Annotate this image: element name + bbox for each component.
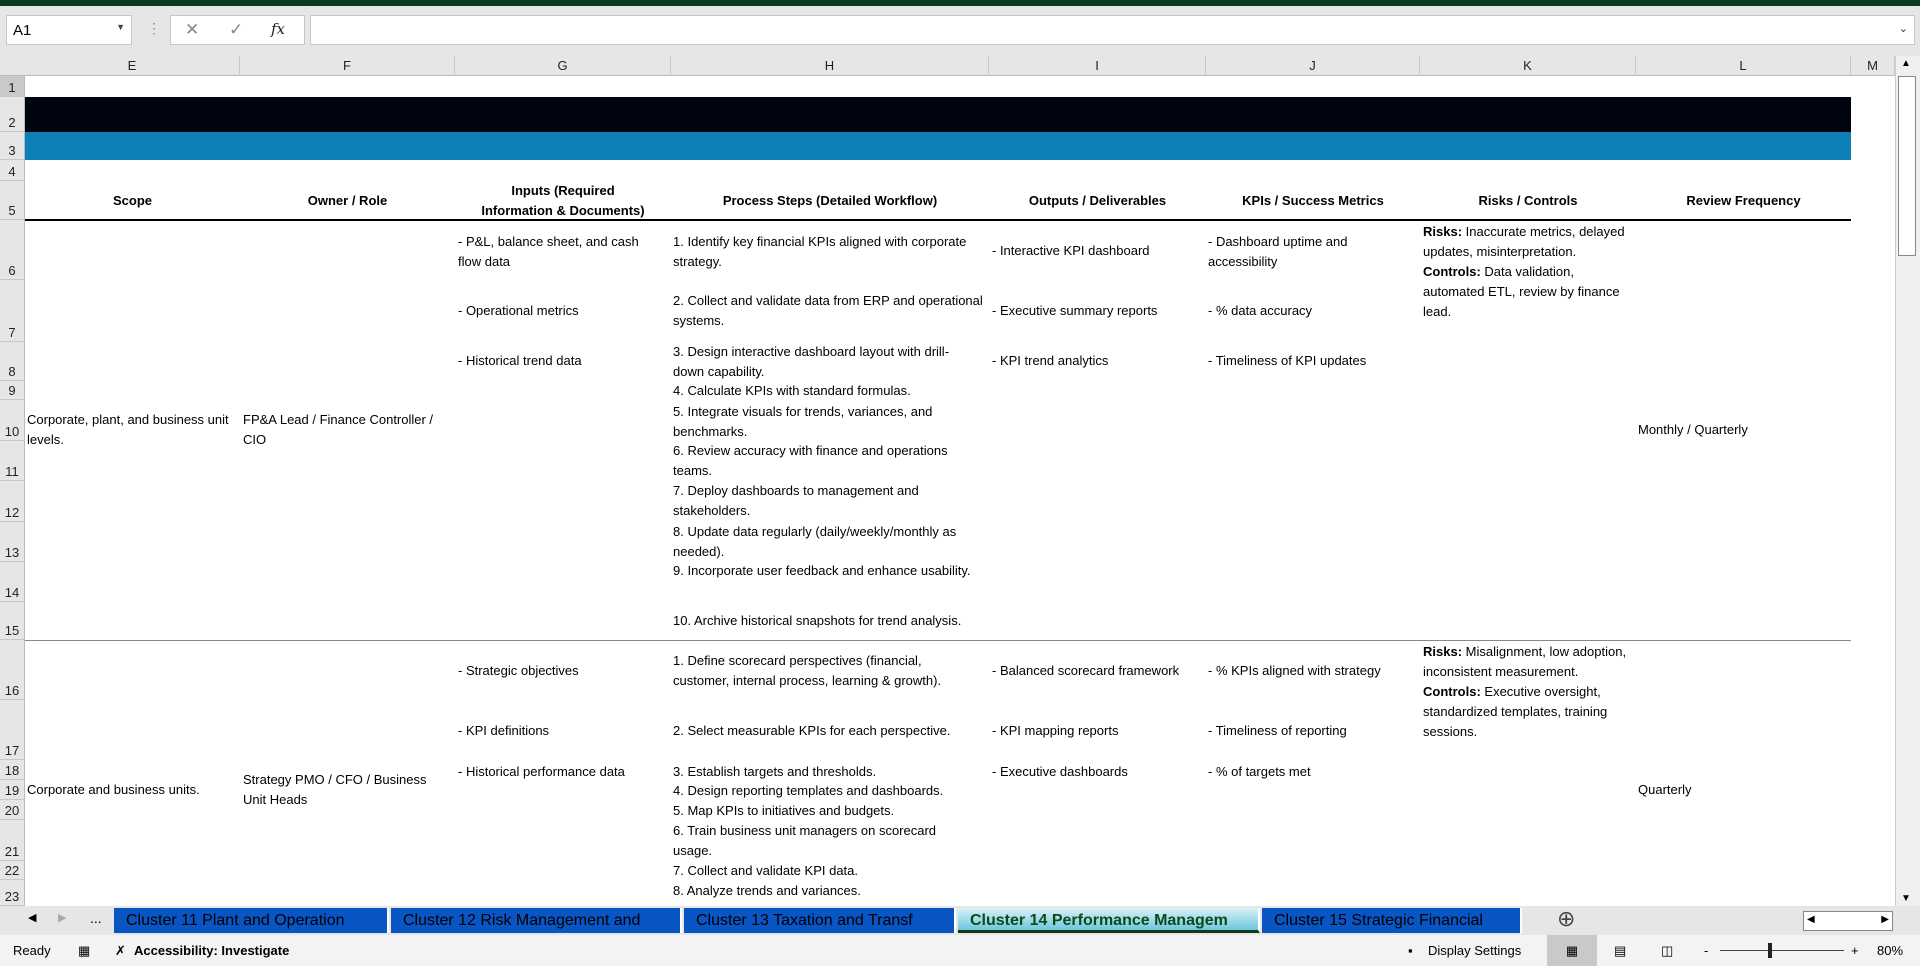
process-step: 1. Define scorecard perspectives (financial, customer, internal process, learning & growth). [673, 653, 942, 688]
column-header-k[interactable]: K [1420, 56, 1636, 76]
row-header[interactable]: 19 [0, 780, 25, 800]
risks-label: Risks: [1423, 224, 1463, 239]
sheet-tab-active[interactable]: Cluster 14 Performance Managem [958, 908, 1260, 933]
page-break-view-icon[interactable]: ◫ [1661, 943, 1674, 958]
row-header[interactable]: 11 [0, 441, 25, 481]
header-owner: Owner / Role [307, 193, 388, 208]
row-header[interactable]: 9 [0, 381, 25, 400]
column-header-e[interactable]: E [25, 56, 240, 76]
controls-label: Controls: [1423, 264, 1481, 279]
controls-text: Data validation, automated ETL, review by finance lead. [1423, 264, 1620, 319]
kpi-item: - Timeliness of KPI updates [1208, 353, 1367, 368]
row-header[interactable]: 23 [0, 880, 25, 906]
process-step: 4. Calculate KPIs with standard formulas. [673, 383, 911, 398]
row-header[interactable]: 21 [0, 820, 25, 861]
add-sheet-icon[interactable]: ⊕ [1557, 906, 1576, 931]
column-header-j[interactable]: J [1206, 56, 1420, 76]
kpi-item: - % KPIs aligned with strategy [1208, 663, 1381, 678]
row-header[interactable]: 1 [0, 76, 25, 97]
process-step: 2. Select measurable KPIs for each perspective. [673, 723, 951, 738]
header-scope: Scope [112, 193, 152, 208]
input-item: - Historical performance data [458, 764, 625, 779]
row-header[interactable]: 16 [0, 640, 25, 700]
kpi-item: - % of targets met [1208, 764, 1311, 779]
row-header[interactable]: 8 [0, 342, 25, 381]
chevron-down-icon[interactable]: ▼ [116, 22, 125, 32]
kpi-item: - % data accuracy [1208, 303, 1313, 318]
row-header[interactable]: 22 [0, 861, 25, 880]
owner-cell: Strategy PMO / CFO / Business Unit Heads [243, 772, 427, 807]
output-item: - Executive summary reports [992, 303, 1158, 318]
process-step: 6. Review accuracy with finance and operations teams. [673, 443, 948, 478]
input-item: - KPI definitions [458, 723, 550, 738]
formula-input[interactable] [310, 15, 1915, 45]
header-inputs: Inputs (Required Information & Documents) [481, 183, 645, 218]
scroll-left-icon: ◀ [1807, 914, 1815, 925]
controls-text: Executive oversight, standardized templates, training sessions. [1423, 684, 1608, 739]
more-icon: ⋮ [147, 20, 161, 36]
process-step: 7. Collect and validate KPI data. [673, 863, 859, 878]
formula-buttons [170, 15, 305, 45]
kpi-item: - Timeliness of reporting [1208, 723, 1347, 738]
process-step: 5. Integrate visuals for trends, variances, and benchmarks. [673, 404, 933, 439]
display-settings-icon: ▪ [1408, 943, 1413, 958]
output-item: - KPI trend analytics [992, 353, 1109, 368]
process-step: 3. Design interactive dashboard layout with drill-down capability. [673, 344, 950, 379]
more-tabs-button[interactable]: ... [90, 910, 102, 926]
row-header[interactable]: 17 [0, 700, 25, 760]
zoom-level[interactable]: 80% [1877, 943, 1904, 958]
subtitle-band [25, 132, 1851, 160]
zoom-out-button[interactable]: - [1704, 943, 1709, 958]
header-divider [25, 219, 1851, 221]
scope-cell: Corporate and business units. [27, 782, 200, 797]
macro-icon[interactable]: ▦ [78, 943, 91, 958]
risks-controls-cell [1423, 222, 1633, 322]
process-step: 8. Update data regularly (daily/weekly/monthly as needed). [673, 524, 957, 559]
process-step: 6. Train business unit managers on scorecard usage. [673, 823, 937, 858]
column-header-i[interactable]: I [989, 56, 1206, 76]
scroll-right-icon: ▶ [1881, 914, 1889, 925]
review-cell: Monthly / Quarterly [1638, 422, 1748, 437]
input-item: - Operational metrics [458, 303, 579, 318]
process-step: 4. Design reporting templates and dashboards. [673, 783, 944, 798]
sheet-tab[interactable]: Cluster 12 Risk Management and [391, 908, 682, 933]
row-header[interactable]: 20 [0, 800, 25, 820]
horizontal-scrollbar[interactable] [1803, 911, 1893, 931]
tab-next-icon[interactable]: ▶ [58, 912, 67, 924]
risks-text: Misalignment, low adoption, inconsistent measurement. [1423, 644, 1627, 679]
header-review: Review Frequency [1686, 193, 1801, 208]
process-step: 1. Identify key financial KPIs aligned with corporate strategy. [673, 234, 967, 269]
accessibility-status[interactable]: Accessibility: Investigate [134, 943, 290, 958]
row-header[interactable]: 13 [0, 522, 25, 562]
ready-status: Ready [13, 943, 51, 958]
risks-controls-cell [1423, 642, 1633, 742]
process-step: 8. Analyze trends and variances. [673, 883, 861, 898]
accessibility-icon: ✗ [115, 943, 126, 958]
status-bar [0, 935, 1920, 966]
sheet-tab[interactable]: Cluster 15 Strategic Financial [1262, 908, 1522, 933]
output-item: - Balanced scorecard framework [992, 663, 1180, 678]
output-item: - KPI mapping reports [992, 723, 1119, 738]
scroll-up-icon[interactable]: ▲ [1901, 58, 1911, 69]
header-kpis: KPIs / Success Metrics [1242, 193, 1384, 208]
output-item: - Interactive KPI dashboard [992, 243, 1150, 258]
input-item: - Historical trend data [458, 353, 582, 368]
page-layout-view-icon[interactable]: ▤ [1614, 943, 1627, 958]
expand-formula-icon[interactable]: ⌄ [1898, 23, 1908, 35]
sheet-tab[interactable]: Cluster 11 Plant and Operation [114, 908, 389, 933]
row-header[interactable]: 3 [0, 132, 25, 160]
owner-cell: FP&A Lead / Finance Controller / CIO [243, 412, 434, 447]
process-step: 3. Establish targets and thresholds. [673, 764, 877, 779]
input-item: - P&L, balance sheet, and cash flow data [458, 234, 639, 269]
display-settings-button[interactable]: Display Settings [1428, 943, 1522, 958]
row-header[interactable]: 18 [0, 760, 25, 780]
row-header[interactable]: 2 [0, 97, 25, 132]
controls-label: Controls: [1423, 684, 1481, 699]
tab-prev-icon[interactable]: ◀ [28, 912, 37, 924]
column-header-m[interactable]: M [1851, 56, 1895, 76]
title-band [25, 97, 1851, 132]
scope-cell: Corporate, plant, and business unit levels. [27, 412, 229, 447]
column-header-f[interactable]: F [240, 56, 455, 76]
column-header-h[interactable]: H [671, 56, 989, 76]
process-step: 7. Deploy dashboards to management and stakeholders. [673, 483, 919, 518]
input-item: - Strategic objectives [458, 663, 579, 678]
name-box-value: A1 [13, 22, 32, 39]
header-risks: Risks / Controls [1478, 193, 1578, 208]
cancel-icon[interactable]: ✕ [185, 20, 200, 39]
row-header[interactable]: 5 [0, 181, 25, 220]
name-box[interactable] [6, 15, 132, 45]
process-step: 2. Collect and validate data from ERP and operational systems. [673, 293, 983, 328]
row-header[interactable]: 7 [0, 280, 25, 342]
risks-label: Risks: [1423, 644, 1463, 659]
column-header-g[interactable]: G [455, 56, 671, 76]
scrollbar-thumb[interactable] [1898, 76, 1916, 256]
header-outputs: Outputs / Deliverables [1028, 193, 1167, 208]
row-header[interactable]: 12 [0, 481, 25, 522]
review-cell: Quarterly [1638, 782, 1692, 797]
kpi-item: - Dashboard uptime and accessibility [1208, 234, 1348, 269]
process-step: 5. Map KPIs to initiatives and budgets. [673, 803, 895, 818]
process-step: 10. Archive historical snapshots for trend analysis. [673, 613, 962, 628]
column-headers [0, 56, 1895, 76]
row-header[interactable]: 4 [0, 160, 25, 181]
scroll-down-icon[interactable]: ▼ [1901, 893, 1911, 904]
zoom-in-button[interactable]: + [1851, 943, 1859, 958]
column-header-l[interactable]: L [1636, 56, 1851, 76]
risks-text: Inaccurate metrics, delayed updates, misinterpretation. [1423, 224, 1625, 259]
zoom-slider-thumb[interactable] [1768, 943, 1772, 958]
zoom-slider[interactable] [1720, 950, 1844, 951]
row-divider [25, 640, 1851, 641]
insert-function-icon[interactable]: fx [271, 20, 286, 38]
row-header[interactable]: 10 [0, 400, 25, 441]
normal-view-icon[interactable]: ▦ [1547, 935, 1597, 966]
output-item: - Executive dashboards [992, 764, 1128, 779]
sheet-tab[interactable]: Cluster 13 Taxation and Transf [684, 908, 956, 933]
process-step: 9. Incorporate user feedback and enhance usability. [673, 563, 971, 578]
row-header[interactable]: 6 [0, 220, 25, 280]
row-header[interactable]: 15 [0, 602, 25, 640]
enter-icon[interactable]: ✓ [229, 20, 244, 39]
row-header[interactable]: 14 [0, 562, 25, 602]
header-process: Process Steps (Detailed Workflow) [722, 193, 938, 208]
